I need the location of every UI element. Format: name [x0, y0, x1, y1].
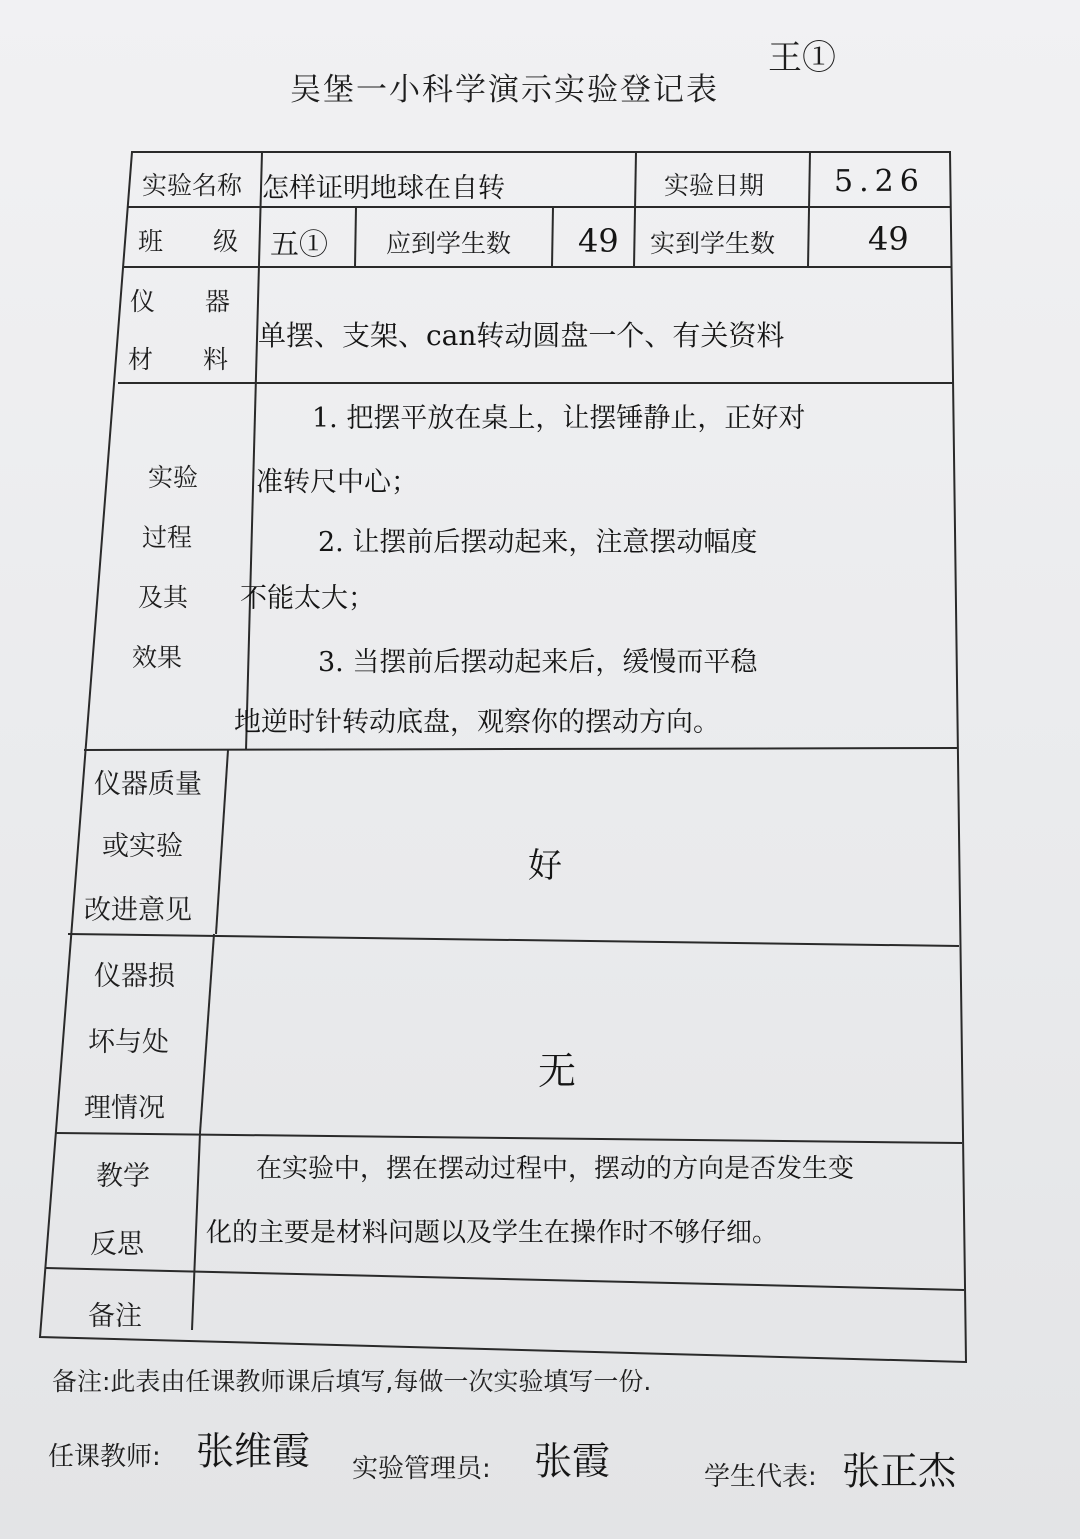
label-experiment-date: 实验日期: [664, 171, 765, 200]
col-rule: [808, 152, 810, 267]
process-line: 3. 当摆前后摆动起来后，缓慢而平稳: [318, 647, 758, 678]
label-process-line2: 过程: [142, 523, 193, 552]
row-rule: [84, 748, 957, 750]
value-equipment: 单摆、支架、can转动圆盘一个、有关资料: [258, 319, 785, 352]
label-damage-line1: 仪器损: [94, 961, 175, 992]
row-rule: [56, 1133, 962, 1143]
label-damage-line2: 坏与处: [88, 1027, 169, 1058]
label-reflection-line2: 反思: [90, 1229, 144, 1260]
value-actual-students: 49: [868, 220, 909, 258]
admin-signature: 张霞: [534, 1439, 611, 1483]
teacher-signature: 张维霞: [196, 1429, 311, 1473]
value-class: 五①: [270, 227, 329, 261]
col-rule: [552, 207, 553, 267]
teacher-label: 任课教师:: [48, 1442, 161, 1472]
label-remarks: 备注: [88, 1301, 142, 1332]
label-process-line3: 及其: [138, 583, 189, 612]
form-footnote: 备注:此表由任课教师课后填写,每做一次实验填写一份.: [52, 1367, 652, 1396]
col-rule: [355, 207, 356, 267]
col-rule: [192, 1133, 200, 1330]
row-rule: [68, 934, 959, 946]
label-process-line1: 实验: [148, 463, 199, 492]
admin-label: 实验管理员:: [352, 1454, 491, 1484]
col-rule: [200, 934, 214, 1133]
label-quality-line3: 改进意见: [84, 895, 192, 926]
value-experiment-date: 5.26: [834, 164, 925, 199]
value-experiment-name: 怎样证明地球在自转: [262, 173, 505, 204]
student-rep-label: 学生代表:: [704, 1462, 817, 1492]
process-line: 1. 把摆平放在桌上，让摆锤静止，正好对: [312, 403, 806, 434]
process-line: 准转尺中心；: [256, 467, 418, 498]
reflection-line: 在实验中，摆在摆动过程中，摆动的方向是否发生变: [256, 1154, 855, 1184]
label-actual-students: 实到学生数: [650, 229, 776, 258]
form-title: 吴堡一小科学演示实验登记表: [290, 72, 719, 108]
label-equipment-line2: 材 料: [128, 345, 229, 374]
process-line: 不能太大；: [240, 583, 375, 614]
label-experiment-name: 实验名称: [142, 171, 243, 200]
col-rule: [634, 152, 636, 267]
value-damage: 无: [538, 1049, 577, 1093]
process-line: 地逆时针转动底盘，观察你的摆动方向。: [234, 707, 720, 738]
label-quality-line2: 或实验: [102, 831, 183, 862]
row-rule: [46, 1268, 964, 1290]
label-reflection-line1: 教学: [96, 1161, 150, 1192]
value-quality: 好: [528, 846, 562, 886]
reflection-line: 化的主要是材料问题以及学生在操作时不够仔细。: [206, 1218, 779, 1248]
label-process-line4: 效果: [132, 643, 183, 672]
label-damage-line3: 理情况: [84, 1093, 165, 1124]
value-expected-students: 49: [578, 222, 619, 260]
student-rep-signature: 张正杰: [842, 1449, 957, 1493]
col-rule: [246, 152, 262, 750]
class-mark-handwritten: 王①: [768, 38, 836, 78]
label-quality-line1: 仪器质量: [94, 769, 202, 800]
label-equipment-line1: 仪 器: [130, 287, 231, 316]
label-expected-students: 应到学生数: [386, 229, 512, 258]
process-line: 2. 让摆前后摆动起来，注意摆动幅度: [318, 527, 758, 558]
label-class: 班 级: [138, 227, 239, 256]
col-rule: [216, 750, 228, 934]
